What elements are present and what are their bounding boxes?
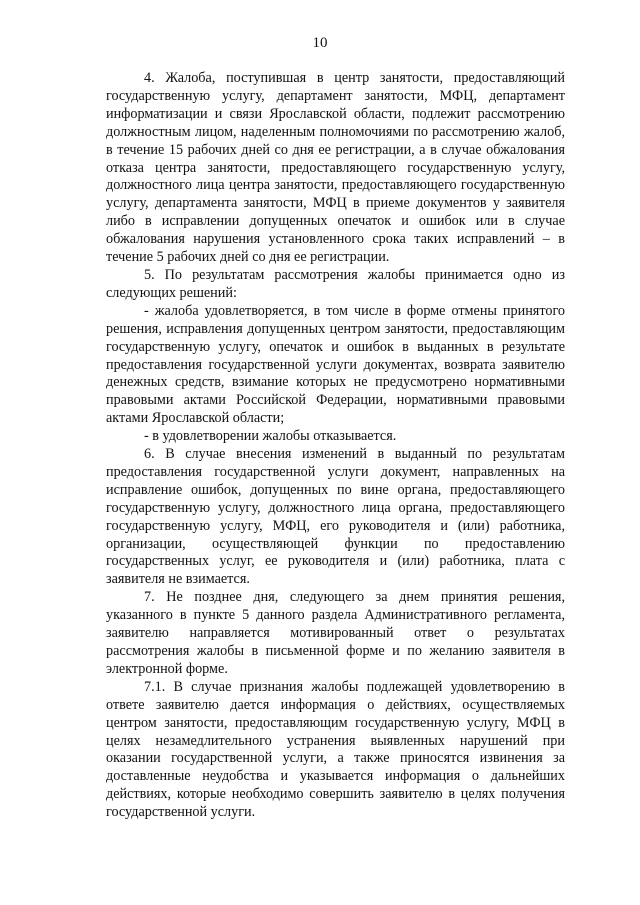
document-body (106, 70, 565, 822)
paragraph-7: 7. Не позднее дня, следующего за днем принятия решения, указанного в пункте 5 данного раздела Административного регламента, заявителю направляется мотивированный ответ о результатах рассмотрения жалобы в письменной форме и по желанию заявителя в электронной форме. (106, 589, 565, 677)
paragraph-4: 4. Жалоба, поступившая в центр занятости, предоставляющий государственную услугу, департамент занятости, МФЦ, департамент информатизации и связи Ярославской области, подлежит рассмотрению должностным лицом, наделенным полномочиями по рассмотрению жалоб, в течение 15 рабочих дней со дня ее регистрации, а в случае обжалования отказа центра занятости, предоставляющего государственную услугу, должностного лица центра занятости, предоставляющего государственную услугу, департамента занятости, МФЦ в приеме документов у заявителя либо в исправлении допущенных опечаток и ошибок или в случае обжалования нарушения установленного срока таких исправлений – в течение 5 рабочих дней со дня ее регистрации. (106, 70, 565, 266)
paragraph-7-1: 7.1. В случае признания жалобы подлежащей удовлетворению в ответе заявителю дается информация о действиях, осуществляемых центром занятости, предоставляющим государственную услугу, МФЦ в целях незамедлительного устранения выявленных нарушений при оказании государственной услуги, а также приносятся извинения за доставленные неудобства и указывается информация о дальнейших действиях, которые необходимо совершить заявителю в целях получения государственной услуги. (106, 678, 565, 821)
page-number: 10 (312, 35, 328, 51)
paragraph-5-option-satisfied: - жалоба удовлетворяется, в том числе в форме отмены принятого решения, исправления допущенных центром занятости, предоставляющим государственную услугу, опечаток и ошибок в выданных в результате предоставления государственной услуги документах, возврата заявителю денежных средств, взимание которых не предусмотрено нормативными правовыми актами Российской Федерации, нормативными правовыми актами Ярославской области; (106, 302, 565, 427)
paragraph-6: 6. В случае внесения изменений в выданный по результатам предоставления государственной услуги документ, направленных на исправление ошибок, допущенных по вине органа, предоставляющего государственную услугу, должностного лица органа, предоставляющего государственную услугу, МФЦ, его руководителя и (или) работника, организации, осуществляющей функции по предоставлению государственных услуг, ее руководителя и (или) работника, плата с заявителя не взимается. (106, 446, 565, 588)
paragraph-5: 5. По результатам рассмотрения жалобы принимается одно из следующих решений: (106, 266, 565, 301)
paragraph-5-option-refused: - в удовлетворении жалобы отказывается. (144, 428, 397, 445)
